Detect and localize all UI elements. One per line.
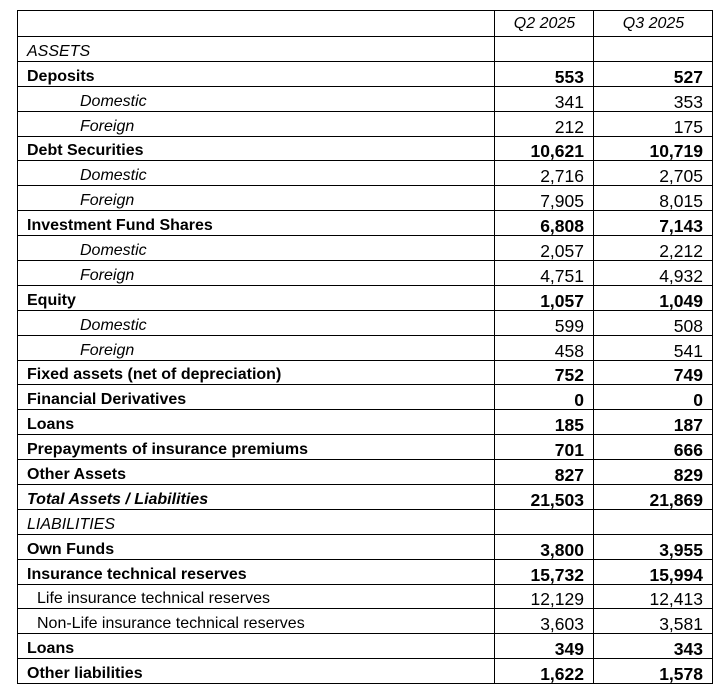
value-q3-2025: 829 — [594, 460, 713, 485]
row-label: Total Assets / Liabilities — [18, 485, 495, 510]
value-q2-2025: 3,603 — [495, 609, 594, 634]
row-label: Other liabilities — [18, 659, 495, 684]
value-q3-2025: 541 — [594, 335, 713, 360]
value-q2-2025: 599 — [495, 310, 594, 335]
row-label: Loans — [18, 634, 495, 659]
value-q2-2025: 349 — [495, 634, 594, 659]
row-label: Domestic — [18, 310, 495, 335]
table-row — [18, 360, 713, 385]
value-q3-2025: 7,143 — [594, 211, 713, 236]
value-q2-2025: 212 — [495, 111, 594, 136]
value-q2-2025: 752 — [495, 360, 594, 385]
table-row — [18, 236, 713, 261]
value-q3-2025: 508 — [594, 310, 713, 335]
value-q2-2025: 827 — [495, 460, 594, 485]
value-q3-2025: 187 — [594, 410, 713, 435]
value-q2-2025: 553 — [495, 61, 594, 86]
value-q2-2025: 185 — [495, 410, 594, 435]
value-q2-2025: 4,751 — [495, 261, 594, 286]
table-row — [18, 559, 713, 584]
row-label: Investment Fund Shares — [18, 211, 495, 236]
table-row — [18, 161, 713, 186]
value-q2-2025: 0 — [495, 385, 594, 410]
row-label: Other Assets — [18, 460, 495, 485]
row-label: Domestic — [18, 161, 495, 186]
value-q2-2025: 1,622 — [495, 659, 594, 684]
table-row — [18, 136, 713, 161]
value-q3-2025: 749 — [594, 360, 713, 385]
value-q3-2025: 21,869 — [594, 485, 713, 510]
value-q2-2025: 2,716 — [495, 161, 594, 186]
row-label: Foreign — [18, 111, 495, 136]
value-q3-2025: 2,212 — [594, 236, 713, 261]
row-label: ASSETS — [18, 37, 495, 62]
row-label: Life insurance technical reserves — [18, 584, 495, 609]
table-row — [18, 634, 713, 659]
value-q3-2025: 3,581 — [594, 609, 713, 634]
value-q2-2025: 6,808 — [495, 211, 594, 236]
table-row — [18, 285, 713, 310]
value-q3-2025 — [594, 509, 713, 534]
value-q3-2025: 1,578 — [594, 659, 713, 684]
value-q3-2025 — [594, 37, 713, 62]
row-label: Non-Life insurance technical reserves — [18, 609, 495, 634]
row-label: Prepayments of insurance premiums — [18, 435, 495, 460]
row-label: Foreign — [18, 335, 495, 360]
table-row — [18, 584, 713, 609]
row-label: Equity — [18, 285, 495, 310]
row-label: Insurance technical reserves — [18, 559, 495, 584]
row-label: LIABILITIES — [18, 509, 495, 534]
value-q3-2025: 353 — [594, 86, 713, 111]
table-row — [18, 61, 713, 86]
value-q3-2025: 527 — [594, 61, 713, 86]
table-row — [18, 659, 713, 684]
table-row — [18, 111, 713, 136]
header-row — [18, 11, 713, 37]
value-q2-2025: 10,621 — [495, 136, 594, 161]
value-q3-2025: 3,955 — [594, 534, 713, 559]
value-q2-2025: 21,503 — [495, 485, 594, 510]
value-q3-2025: 12,413 — [594, 584, 713, 609]
value-q3-2025: 8,015 — [594, 186, 713, 211]
table-row — [18, 261, 713, 286]
section-header-row — [18, 37, 713, 62]
balance-sheet-table — [17, 10, 713, 684]
value-q3-2025: 343 — [594, 634, 713, 659]
value-q3-2025: 0 — [594, 385, 713, 410]
table-row — [18, 385, 713, 410]
table-row — [18, 534, 713, 559]
value-q3-2025: 10,719 — [594, 136, 713, 161]
table-row — [18, 410, 713, 435]
row-label: Foreign — [18, 261, 495, 286]
row-label: Domestic — [18, 86, 495, 111]
row-label: Own Funds — [18, 534, 495, 559]
table-row — [18, 186, 713, 211]
value-q2-2025: 701 — [495, 435, 594, 460]
value-q2-2025: 3,800 — [495, 534, 594, 559]
value-q2-2025: 15,732 — [495, 559, 594, 584]
value-q2-2025 — [495, 509, 594, 534]
value-q2-2025 — [495, 37, 594, 62]
value-q2-2025: 2,057 — [495, 236, 594, 261]
value-q3-2025: 4,932 — [594, 261, 713, 286]
value-q3-2025: 15,994 — [594, 559, 713, 584]
row-label: Debt Securities — [18, 136, 495, 161]
header-q3-2025: Q3 2025 — [594, 11, 713, 37]
value-q3-2025: 175 — [594, 111, 713, 136]
value-q2-2025: 458 — [495, 335, 594, 360]
row-label: Loans — [18, 410, 495, 435]
row-label: Deposits — [18, 61, 495, 86]
value-q3-2025: 666 — [594, 435, 713, 460]
row-label: Domestic — [18, 236, 495, 261]
table-row — [18, 460, 713, 485]
value-q2-2025: 1,057 — [495, 285, 594, 310]
table-row — [18, 335, 713, 360]
table-row — [18, 435, 713, 460]
value-q2-2025: 7,905 — [495, 186, 594, 211]
row-label: Financial Derivatives — [18, 385, 495, 410]
section-header-row — [18, 509, 713, 534]
value-q3-2025: 1,049 — [594, 285, 713, 310]
row-label: Foreign — [18, 186, 495, 211]
value-q3-2025: 2,705 — [594, 161, 713, 186]
table-row — [18, 485, 713, 510]
header-label-cell — [18, 11, 495, 37]
table-row — [18, 211, 713, 236]
row-label: Fixed assets (net of depreciation) — [18, 360, 495, 385]
value-q2-2025: 12,129 — [495, 584, 594, 609]
table-row — [18, 609, 713, 634]
header-q2-2025: Q2 2025 — [495, 11, 594, 37]
value-q2-2025: 341 — [495, 86, 594, 111]
table-row — [18, 310, 713, 335]
table-row — [18, 86, 713, 111]
